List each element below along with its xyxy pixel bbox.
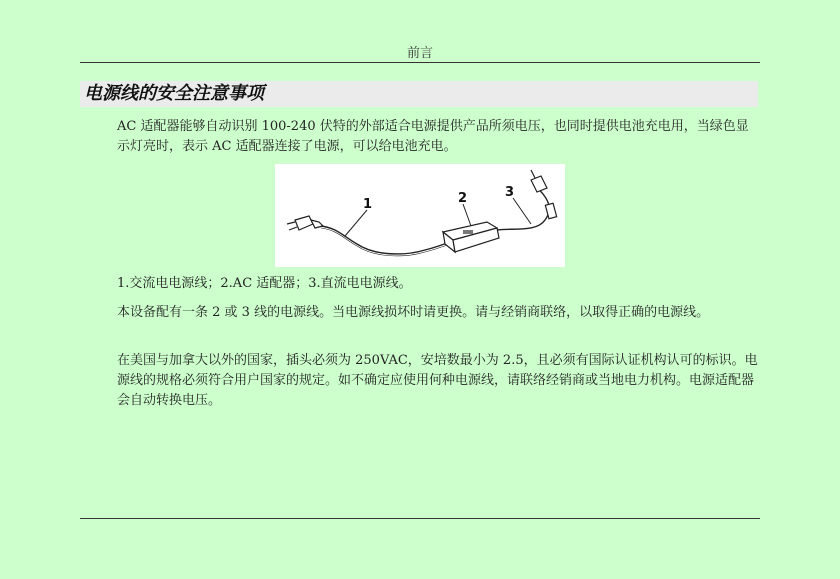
header-divider xyxy=(80,62,760,63)
footer-divider xyxy=(80,518,760,519)
figure-caption: 1.交流电电源线；2.AC 适配器；3.直流电电源线。 xyxy=(117,276,412,291)
international-plug-paragraph: 在美国与加拿大以外的国家，插头必须为 250VAC，安培数最小为 2.5，且必须有国际认证机构认可的标识。电源线的规格必须符合用户国家的规定。如不确定应使用何种电源线，请联络经销商或当地电力机构。电源适配器会自动转换电压。 xyxy=(117,353,758,408)
callout-3: 3 xyxy=(505,185,515,200)
section-heading: 电源线的安全注意事项 xyxy=(80,81,758,107)
dc-plug-icon xyxy=(531,170,547,192)
callout-1: 1 xyxy=(363,197,373,212)
power-adapter-figure xyxy=(275,164,565,267)
power-adapter-illustration xyxy=(275,164,565,267)
page-header-title: 前言 xyxy=(406,46,433,61)
intro-paragraph: AC 适配器能够自动识别 100-240 伏特的外部适合电源提供产品所须电压，也同时提供电池充电用，当绿色显示灯亮时，表示 AC 适配器连接了电源，可以给电池充电。 xyxy=(117,119,749,154)
ac-cord xyxy=(321,226,455,254)
adapter-brick-icon xyxy=(443,222,499,252)
ac-plug-icon xyxy=(287,216,323,230)
callout-2: 2 xyxy=(458,191,468,206)
power-cord-paragraph: 本设备配有一条 2 或 3 线的电源线。当电源线损坏时请更换。请与经销商联络，以取得正确的电源线。 xyxy=(117,305,710,320)
